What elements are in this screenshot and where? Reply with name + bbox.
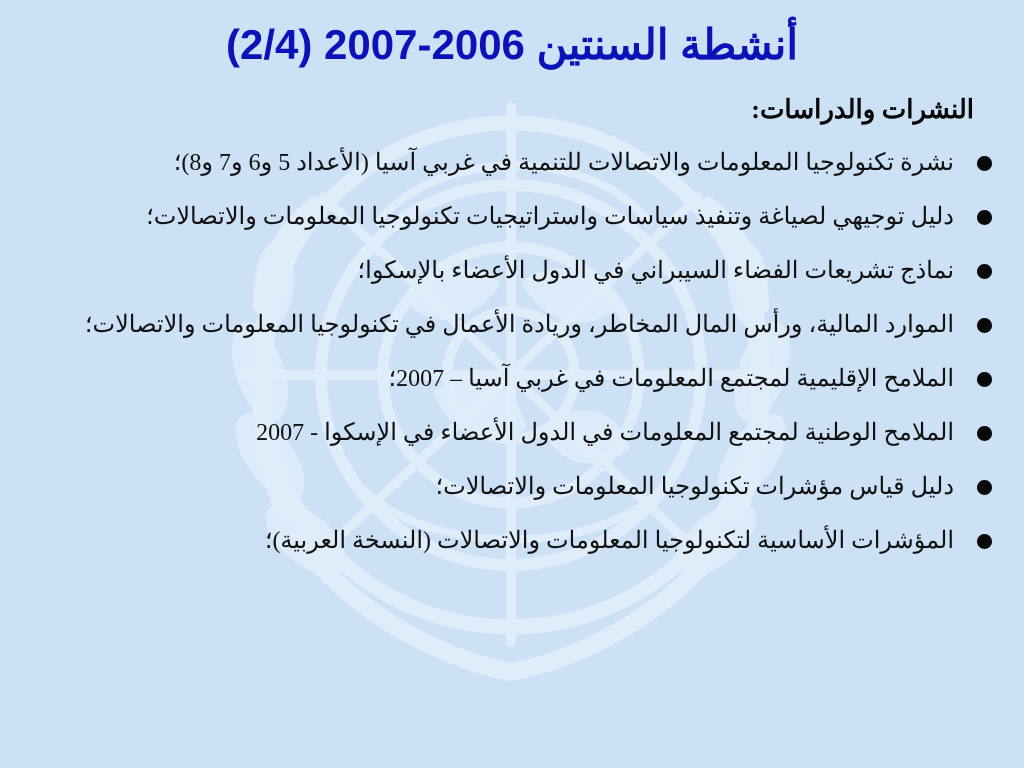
list-item-text: الملامح الإقليمية لمجتمع المعلومات في غربي آسيا – 2007؛ [388, 366, 954, 392]
bullet-icon [977, 156, 992, 171]
bullet-icon [977, 318, 992, 333]
list-item [24, 144, 954, 182]
bullet-icon [977, 534, 992, 549]
list-item-text: نشرة تكنولوجيا المعلومات والاتصالات للتنمية في غربي آسيا (الأعداد 5 و6 و7 و8)؛ [173, 150, 954, 176]
list-item [24, 360, 954, 398]
slide-title: أنشطة السنتين 2006-2007 (2/4) [226, 21, 798, 68]
bullet-icon [977, 372, 992, 387]
bullet-icon [977, 210, 992, 225]
list-item-text: دليل توجيهي لصياغة وتنفيذ سياسات واستراتيجيات تكنولوجيا المعلومات والاتصالات؛ [146, 204, 954, 230]
list-item-text: الملامح الوطنية لمجتمع المعلومات في الدول الأعضاء في الإسكوا - 2007 [256, 420, 954, 446]
section-heading: النشرات والدراسات: [751, 95, 974, 124]
bullet-icon [977, 480, 992, 495]
list-item-text: المؤشرات الأساسية لتكنولوجيا المعلومات والاتصالات (النسخة العربية)؛ [264, 528, 954, 554]
bullet-icon [977, 264, 992, 279]
list-item [24, 414, 954, 452]
list-item-text: الموارد المالية، ورأس المال المخاطر، وريادة الأعمال في تكنولوجيا المعلومات والاتصالات؛ [84, 312, 954, 338]
list-item-text: دليل قياس مؤشرات تكنولوجيا المعلومات والاتصالات؛ [435, 474, 954, 500]
list-item [24, 198, 954, 236]
list-item [24, 306, 954, 344]
bullet-list [24, 144, 954, 576]
list-item [24, 522, 954, 560]
bullet-icon [977, 426, 992, 441]
list-item [24, 252, 954, 290]
list-item-text: نماذج تشريعات الفضاء السيبراني في الدول الأعضاء بالإسكوا؛ [357, 258, 954, 284]
list-item [24, 468, 954, 506]
